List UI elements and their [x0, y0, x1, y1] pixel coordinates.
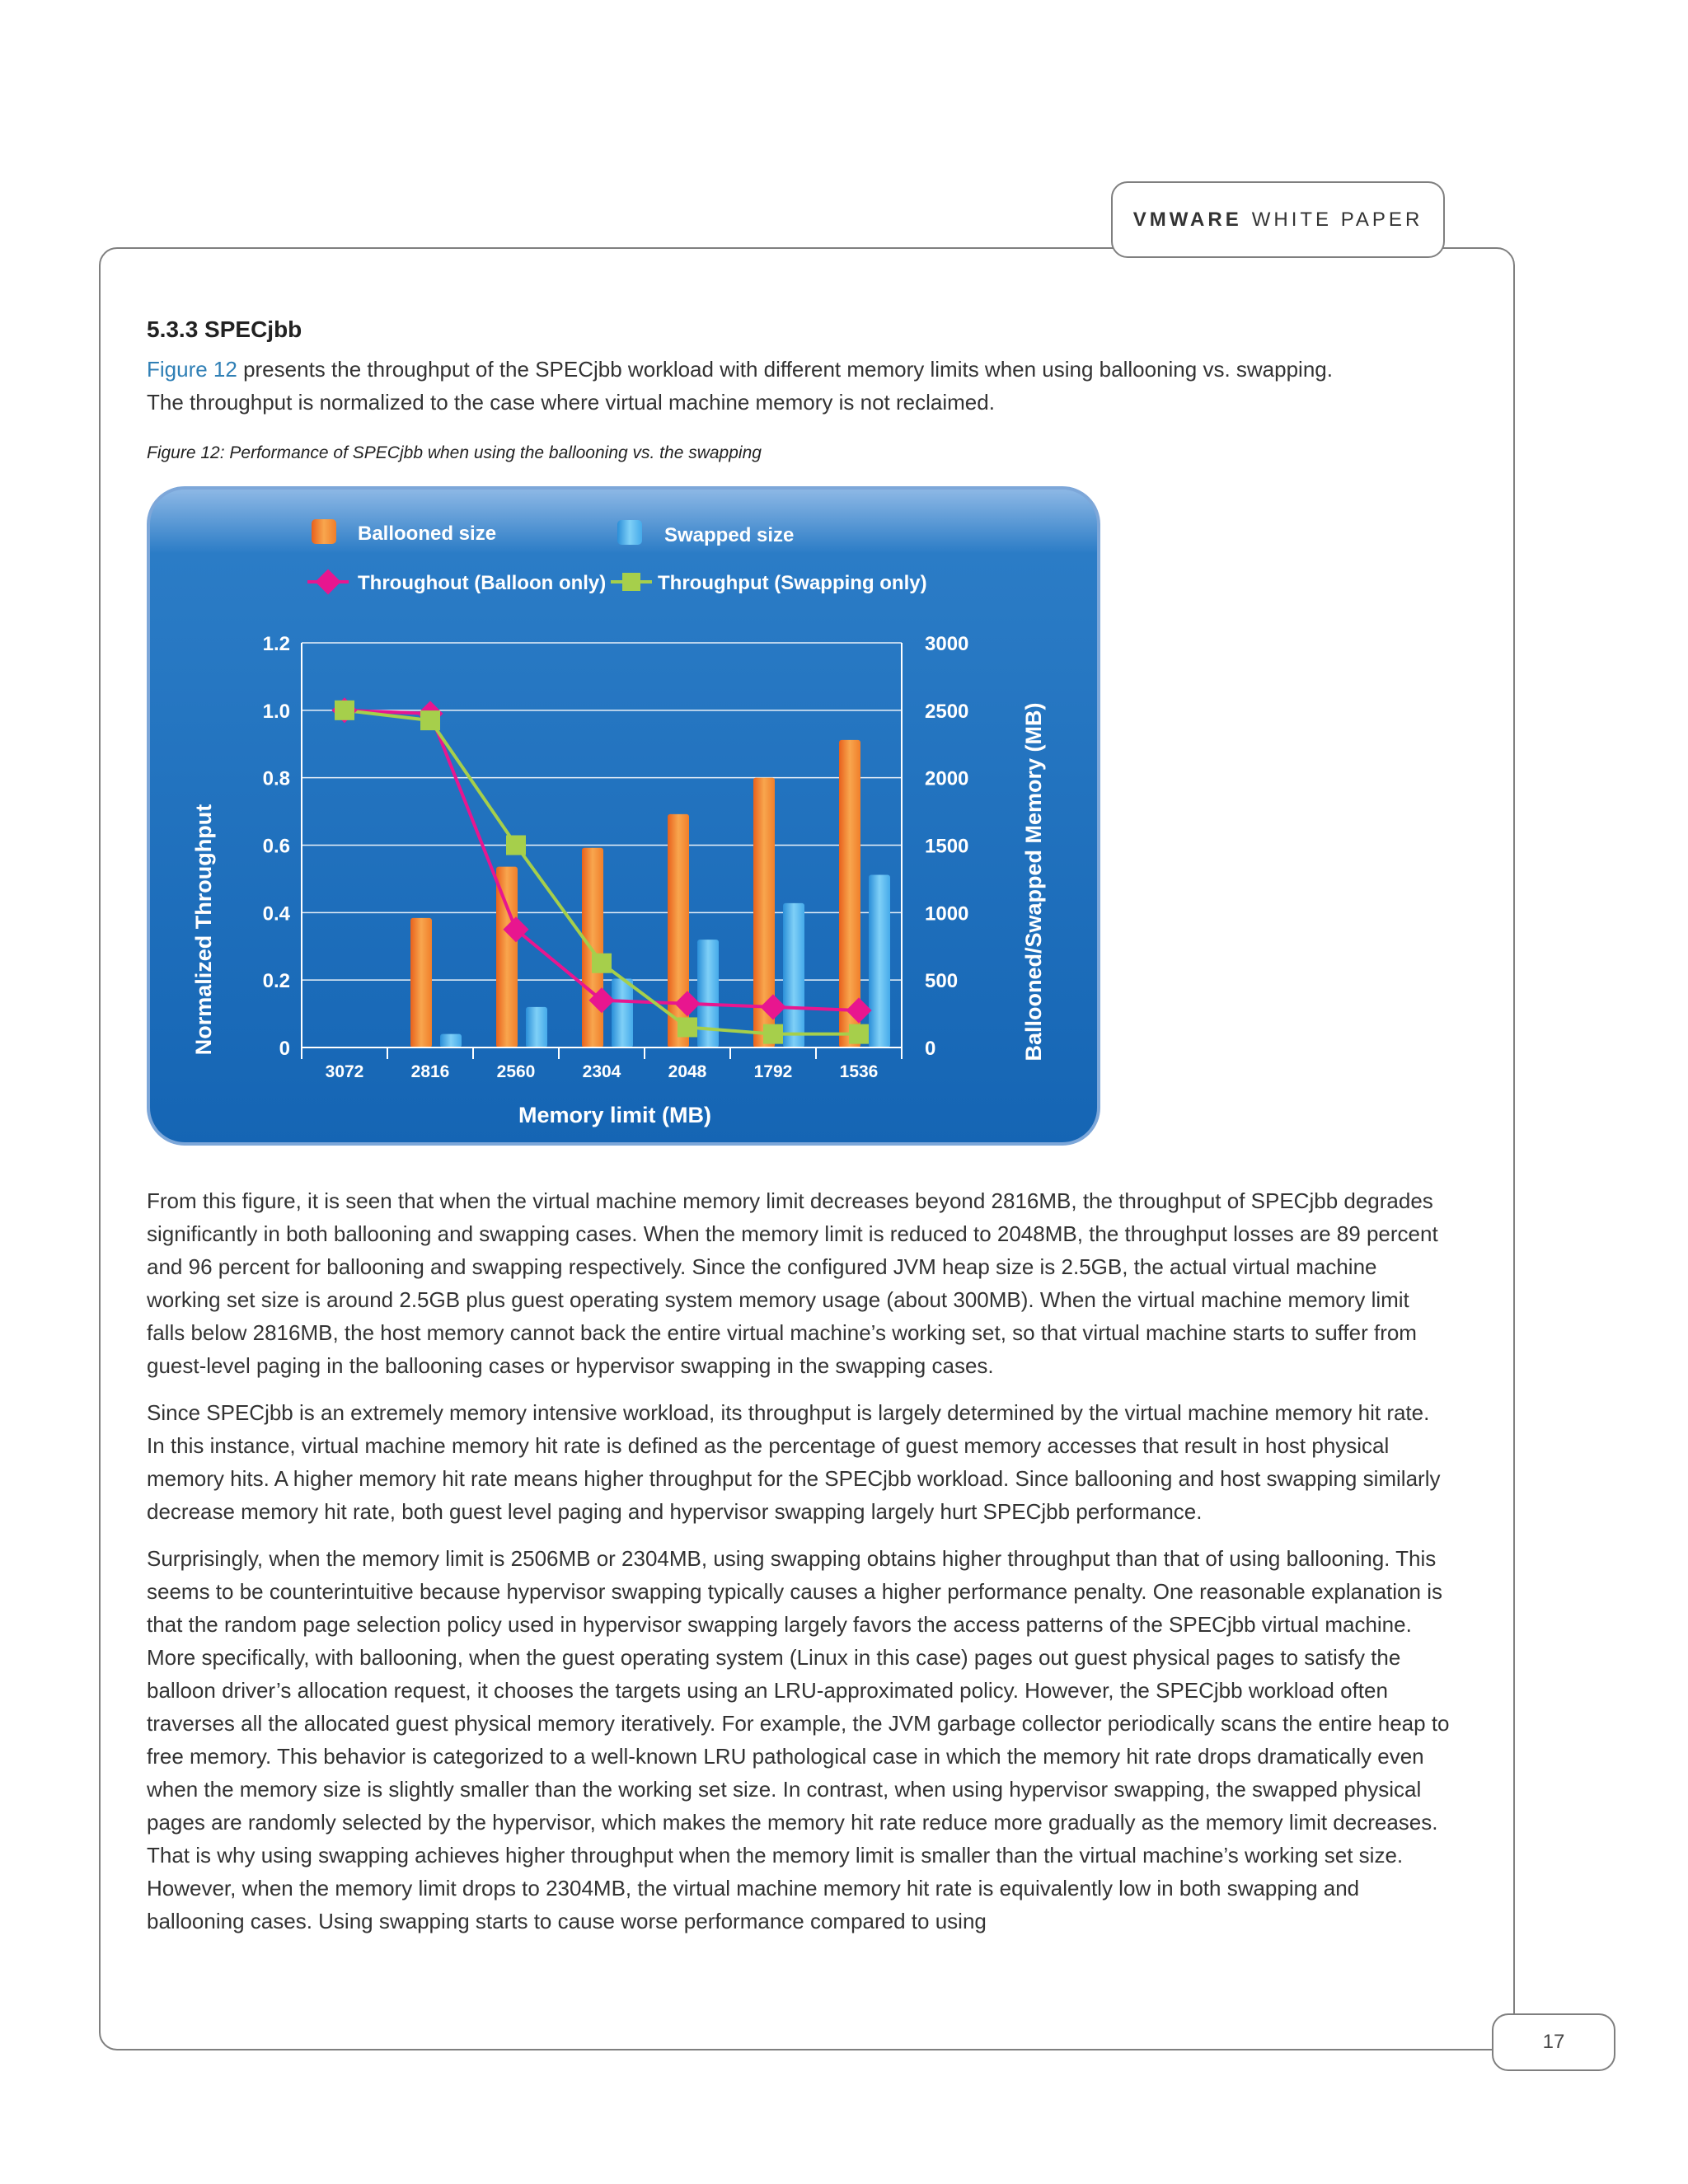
- paragraph-3: Surprisingly, when the memory limit is 2506MB or 2304MB, using swapping obtains higher throughput than that of using ballooning. This seems to be counterintuitive because hypervisor swapping typically causes a higher performance penalty. One reasonable explanation is that the random page selection policy used in hypervisor swapping largely favors the access patterns of the SPECjbb virtual machine. More specifically, with ballooning, when the guest operating system (Linux in this case) pages out guest physical pages to satisfy the balloon driver’s allocation request, it chooses the targets using an LRU-approximated policy. However, the SPECjbb workload often traverses all the allocated guest physical memory iteratively. For example, the JVM garbage collector periodically scans the entire heap to free memory. This behavior is categorized to a well-known LRU pathological case in which the memory hit rate drops dramatically even when the memory size is slightly smaller than the working set size. In contrast, when using hypervisor swapping, the swapped physical pages are randomly selected by the hypervisor, which makes the memory hit rate reduce more gradually as the memory limit decreases. That is why using swapping achieves higher throughput when the memory limit is smaller than the virtual machine’s working set size. However, when the memory limit drops to 2304MB, the virtual machine memory hit rate is equivalently low in both swapping and ballooning cases. Using swapping starts to cause worse performance compared to using: [147, 1546, 1450, 1933]
- figure-link[interactable]: Figure 12: [147, 357, 237, 382]
- x-tick-label: 2560: [496, 1062, 536, 1081]
- intro-paragraph: [147, 353, 1465, 419]
- legend-label-ballooned: Ballooned size: [358, 523, 497, 545]
- y-axis-title: Normalized Throughput: [191, 804, 216, 1056]
- brand-name: VMWARE: [1132, 208, 1242, 231]
- y-tick-label: 1.0: [262, 700, 290, 723]
- x-tick-label: 2304: [582, 1062, 621, 1081]
- y2-tick-label: 1500: [925, 835, 969, 858]
- swapped-bar: [612, 979, 633, 1047]
- y-tick-label: 0.8: [262, 767, 290, 790]
- ballooned-bar: [582, 848, 603, 1047]
- page-number: 17: [1492, 2013, 1615, 2071]
- y2-tick-label: 0: [925, 1038, 936, 1060]
- swapping-throughput-point: [849, 1024, 869, 1044]
- ballooned-bar: [410, 918, 432, 1047]
- y-tick-label: 0.2: [262, 970, 290, 993]
- ballooned-bar: [496, 867, 518, 1047]
- intro-line1: presents the throughput of the SPECjbb workload with different memory limits when using ballooning vs. swapping.: [237, 357, 1333, 382]
- section-title: 5.3.3 SPECjbb: [147, 316, 302, 342]
- legend-swatch-swapped: [617, 520, 642, 545]
- body-text: [147, 1184, 1451, 1952]
- swapped-bar: [440, 1034, 462, 1047]
- swapping-throughput-point: [763, 1024, 783, 1044]
- swapping-throughput-point: [592, 954, 612, 973]
- y2-tick-label: 1000: [925, 902, 969, 926]
- y-tick-label: 1.2: [262, 633, 290, 655]
- swapped-bar: [783, 903, 804, 1047]
- y2-axis-title: Ballooned/Swapped Memory (MB): [1021, 702, 1046, 1062]
- legend-marker-swapping: [622, 573, 640, 591]
- y2-tick-label: 500: [925, 970, 959, 993]
- document-header: [1111, 181, 1445, 258]
- y-tick-label: 0.4: [262, 902, 290, 926]
- y2-tick-label: 3000: [925, 633, 969, 655]
- legend-swatch-ballooned: [312, 519, 336, 544]
- swapped-bar: [869, 875, 890, 1047]
- legend-label-balloon-throughput: Throughout (Balloon only): [358, 572, 607, 594]
- intro-line2: The throughput is normalized to the case where virtual machine memory is not reclaimed.: [147, 390, 995, 415]
- swapping-throughput-point: [678, 1017, 697, 1037]
- figure-12-chart: [147, 486, 1100, 1146]
- paragraph-2: Since SPECjbb is an extremely memory intensive workload, its throughput is largely determined by the virtual machine memory hit rate. In this instance, virtual machine memory hit rate is defined as the percentage of guest memory accesses that result in host physical memory hits. A higher memory hit rate means higher throughput for the SPECjbb workload. Since ballooning and host swapping similarly decrease memory hit rate, both guest level paging and hypervisor swapping largely hurt SPECjbb performance.: [147, 1400, 1441, 1524]
- swapping-throughput-point: [335, 701, 354, 720]
- y2-tick-label: 2500: [925, 700, 969, 723]
- y-tick-label: 0: [279, 1038, 290, 1060]
- x-axis-title: Memory limit (MB): [518, 1103, 712, 1127]
- swapping-throughput-point: [506, 836, 526, 855]
- header-label: WHITE PAPER: [1251, 208, 1423, 231]
- x-tick-label: 1792: [753, 1062, 793, 1081]
- y-tick-label: 0.6: [262, 835, 290, 858]
- x-tick-label: 2048: [668, 1062, 707, 1081]
- swapped-bar: [697, 940, 719, 1047]
- x-tick-label: 3072: [325, 1062, 364, 1081]
- swapping-throughput-point: [420, 710, 440, 730]
- figure-caption: Figure 12: Performance of SPECjbb when using the ballooning vs. the swapping: [147, 443, 762, 462]
- swapped-bar: [526, 1007, 547, 1047]
- legend-label-swapped: Swapped size: [664, 524, 795, 546]
- legend-label-swapping-throughput: Throughput (Swapping only): [658, 572, 927, 594]
- paragraph-1: From this figure, it is seen that when the virtual machine memory limit decreases beyond 2816MB, the throughput of SPECjbb degrades significantly in both ballooning and swapping cases. When the memory limit is reduced to 2048MB, the throughput losses are 89 percent and 96 percent for ballooning and swapping respectively. Since the configured JVM heap size is 2.5GB, the actual virtual machine working set size is around 2.5GB plus guest operating system memory usage (about 300MB). When the virtual machine memory limit falls below 2816MB, the host memory cannot back the entire virtual machine’s working set, so that virtual machine starts to suffer from guest-level paging in the ballooning cases or hypervisor swapping in the swapping cases.: [147, 1188, 1438, 1378]
- chart-svg: [147, 486, 1100, 1146]
- x-tick-label: 2816: [410, 1062, 450, 1081]
- x-tick-label: 1536: [839, 1062, 879, 1081]
- y2-tick-label: 2000: [925, 767, 969, 790]
